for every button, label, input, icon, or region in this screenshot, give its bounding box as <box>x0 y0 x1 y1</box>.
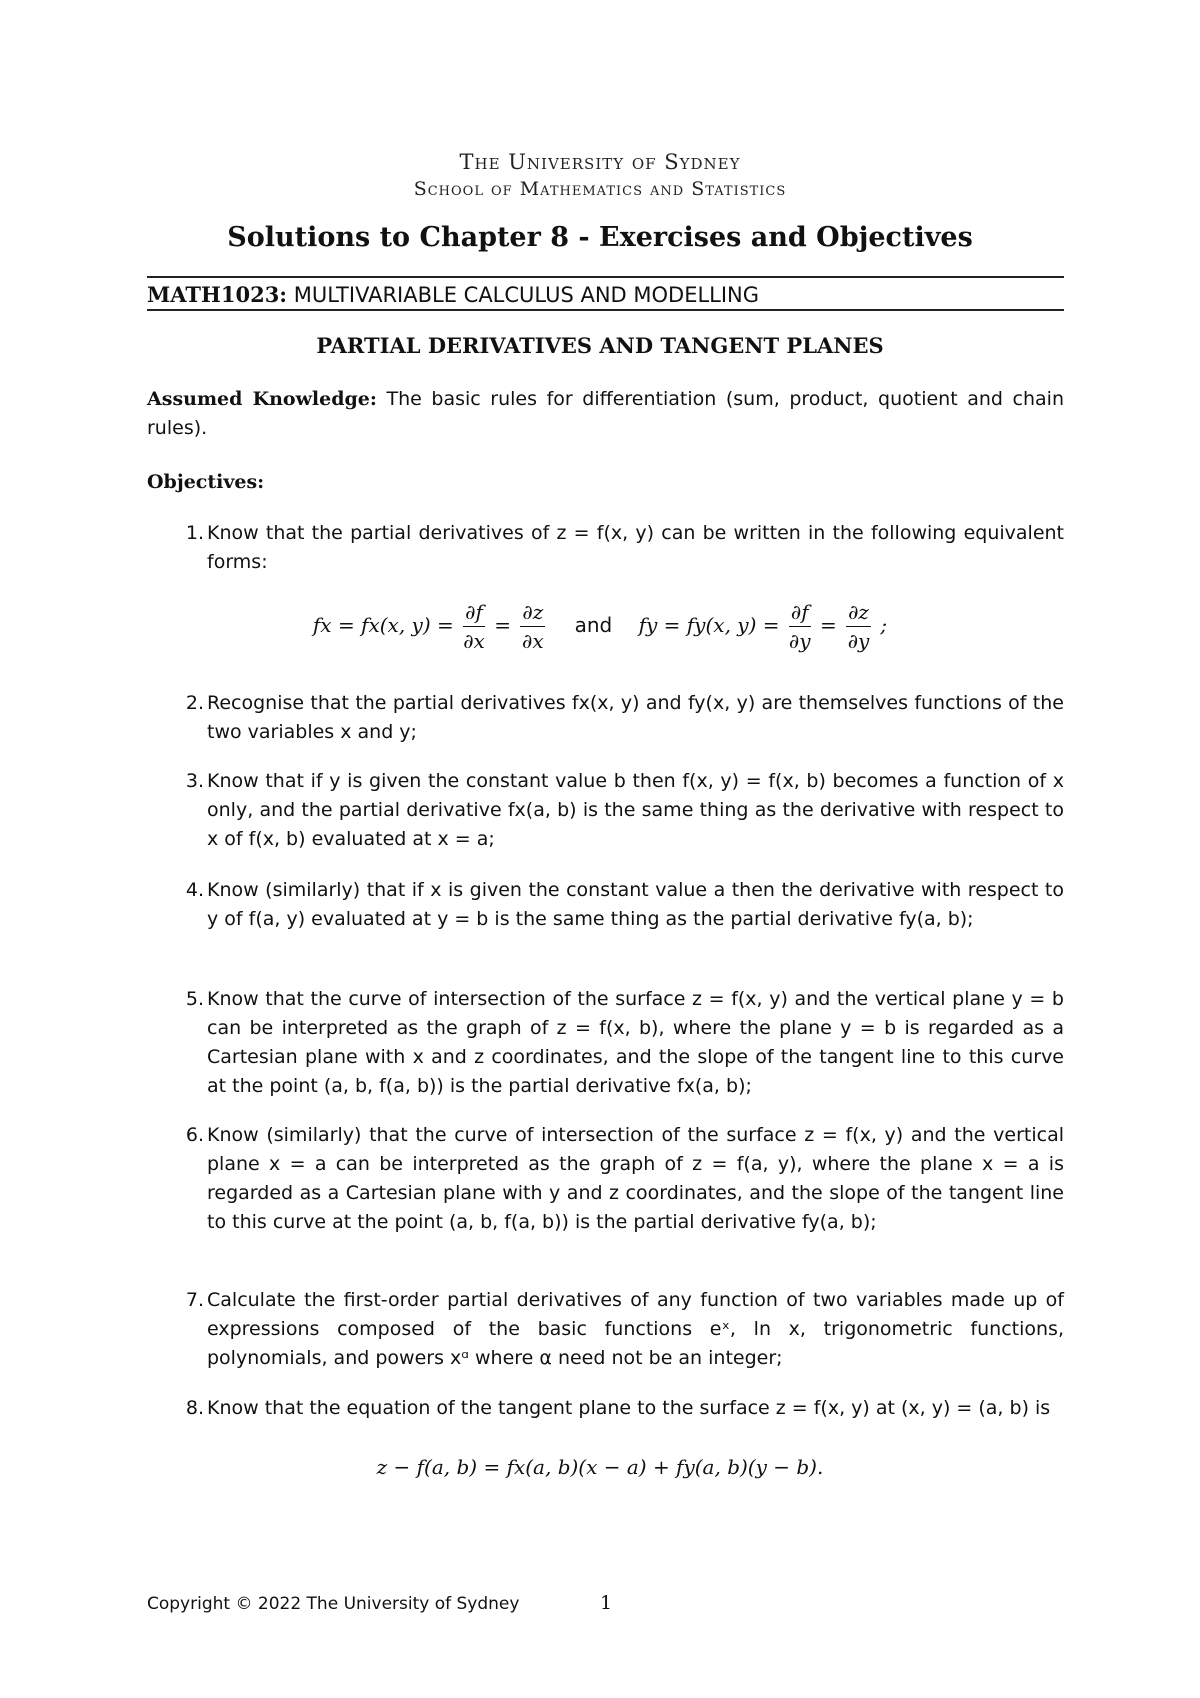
eq1-mid: fy = fy(x, y) = <box>638 613 780 637</box>
eq1-and: and <box>574 613 613 637</box>
objective-number: 3. <box>185 770 204 792</box>
objective-number: 8. <box>185 1397 204 1419</box>
objective-text: Know that if y is given the constant value b then f(x, y) = f(x, b) becomes a function of x only, and the partial derivative fx(a, b) is the same thing as the derivative with respect to x of f(x, b) evaluated at x = a; <box>207 770 1064 850</box>
objective-number: 2. <box>185 692 204 714</box>
page-title: Solutions to Chapter 8 - Exercises and Objectives <box>227 222 973 253</box>
fraction-numerator: ∂f <box>789 598 811 627</box>
objective-text: Know that the curve of intersection of the surface z = f(x, y) and the vertical plane y = b can be interpreted as the graph of z = f(x, b), where the plane y = b is regarded as a Cartesian plane with x and z coordinates, and the slope of the tangent line to this curve at the point (a, b, f(a, b)) is the partial derivative fx(a, b); <box>207 988 1064 1097</box>
partial-derivative-forms-equation <box>0 598 1200 655</box>
fraction-df-dy <box>789 598 811 655</box>
eq1-equals: = <box>494 613 511 637</box>
fraction-numerator: ∂z <box>520 598 545 627</box>
topic-heading: PARTIAL DERIVATIVES AND TANGENT PLANES <box>316 333 884 358</box>
objective-number: 1. <box>185 522 204 544</box>
objective-number: 6. <box>185 1124 204 1146</box>
objective-text: Know (similarly) that if x is given the constant value a then the derivative with respect to y of f(a, y) evaluated at y = b is the same thing as the partial derivative fy(a, b); <box>207 879 1064 930</box>
objective-text: Know (similarly) that the curve of intersection of the surface z = f(x, y) and the vertical plane x = a can be interpreted as the graph of z = f(a, y), where the plane x = a is regarded as a Cartesian plane with y and z coordinates, and the slope of the tangent line to this curve at the point (a, b, f(a, b)) is the partial derivative fy(a, b); <box>207 1124 1064 1233</box>
fraction-dz-dy <box>846 598 871 655</box>
objective-text: Know that the equation of the tangent plane to the surface z = f(x, y) at (x, y) = (a, b) is <box>207 1397 1051 1419</box>
objective-text: Recognise that the partial derivatives fx(x, y) and fy(x, y) are themselves functions of the two variables x and y; <box>207 692 1064 743</box>
fraction-numerator: ∂f <box>463 598 485 627</box>
copyright-notice: Copyright © 2022 The University of Sydney <box>147 1594 520 1614</box>
course-name: MULTIVARIABLE CALCULUS AND MODELLING <box>293 283 760 307</box>
assumed-knowledge <box>147 385 1064 443</box>
fraction-denominator: ∂x <box>521 629 544 653</box>
assumed-knowledge-text: The basic rules for differentiation (sum, product, quotient and chain rules). <box>147 388 1064 439</box>
eq1-equals-2: = <box>819 613 837 637</box>
course-code: MATH1023: <box>147 282 288 307</box>
bottom-rule <box>147 309 1064 311</box>
fraction-numerator: ∂z <box>846 598 871 627</box>
objective-text: Know that the partial derivatives of z = f(x, y) can be written in the following equivalent forms: <box>207 522 1064 573</box>
course-line <box>147 282 759 307</box>
fraction-dz-dx <box>520 598 545 655</box>
top-rule <box>147 276 1064 278</box>
eq1-lhs: fx = fx(x, y) = <box>312 613 454 637</box>
eq1-end: ; <box>880 613 888 637</box>
fraction-df-dx <box>463 598 485 655</box>
objective-number: 5. <box>185 988 204 1010</box>
fraction-denominator: ∂y <box>847 629 870 653</box>
assumed-knowledge-label: Assumed Knowledge: <box>147 388 377 410</box>
fraction-denominator: ∂x <box>463 629 485 653</box>
objective-text: Calculate the first-order partial derivatives of any function of two variables made up of expressions composed of the basic functions eˣ, ln x, trigonometric functions, polynomials, and powers xᵅ where α need not be an integer; <box>207 1289 1064 1369</box>
objective-number: 7. <box>185 1289 204 1311</box>
fraction-denominator: ∂y <box>788 629 811 653</box>
university-name: The University of Sydney <box>459 150 741 174</box>
school-name: School of Mathematics and Statistics <box>413 178 787 200</box>
tangent-plane-equation: z − f(a, b) = fx(a, b)(x − a) + fy(a, b)(y − b). <box>376 1455 824 1479</box>
page-number: 1 <box>600 1592 613 1614</box>
objectives-heading: Objectives: <box>147 471 265 493</box>
objective-number: 4. <box>185 879 204 901</box>
